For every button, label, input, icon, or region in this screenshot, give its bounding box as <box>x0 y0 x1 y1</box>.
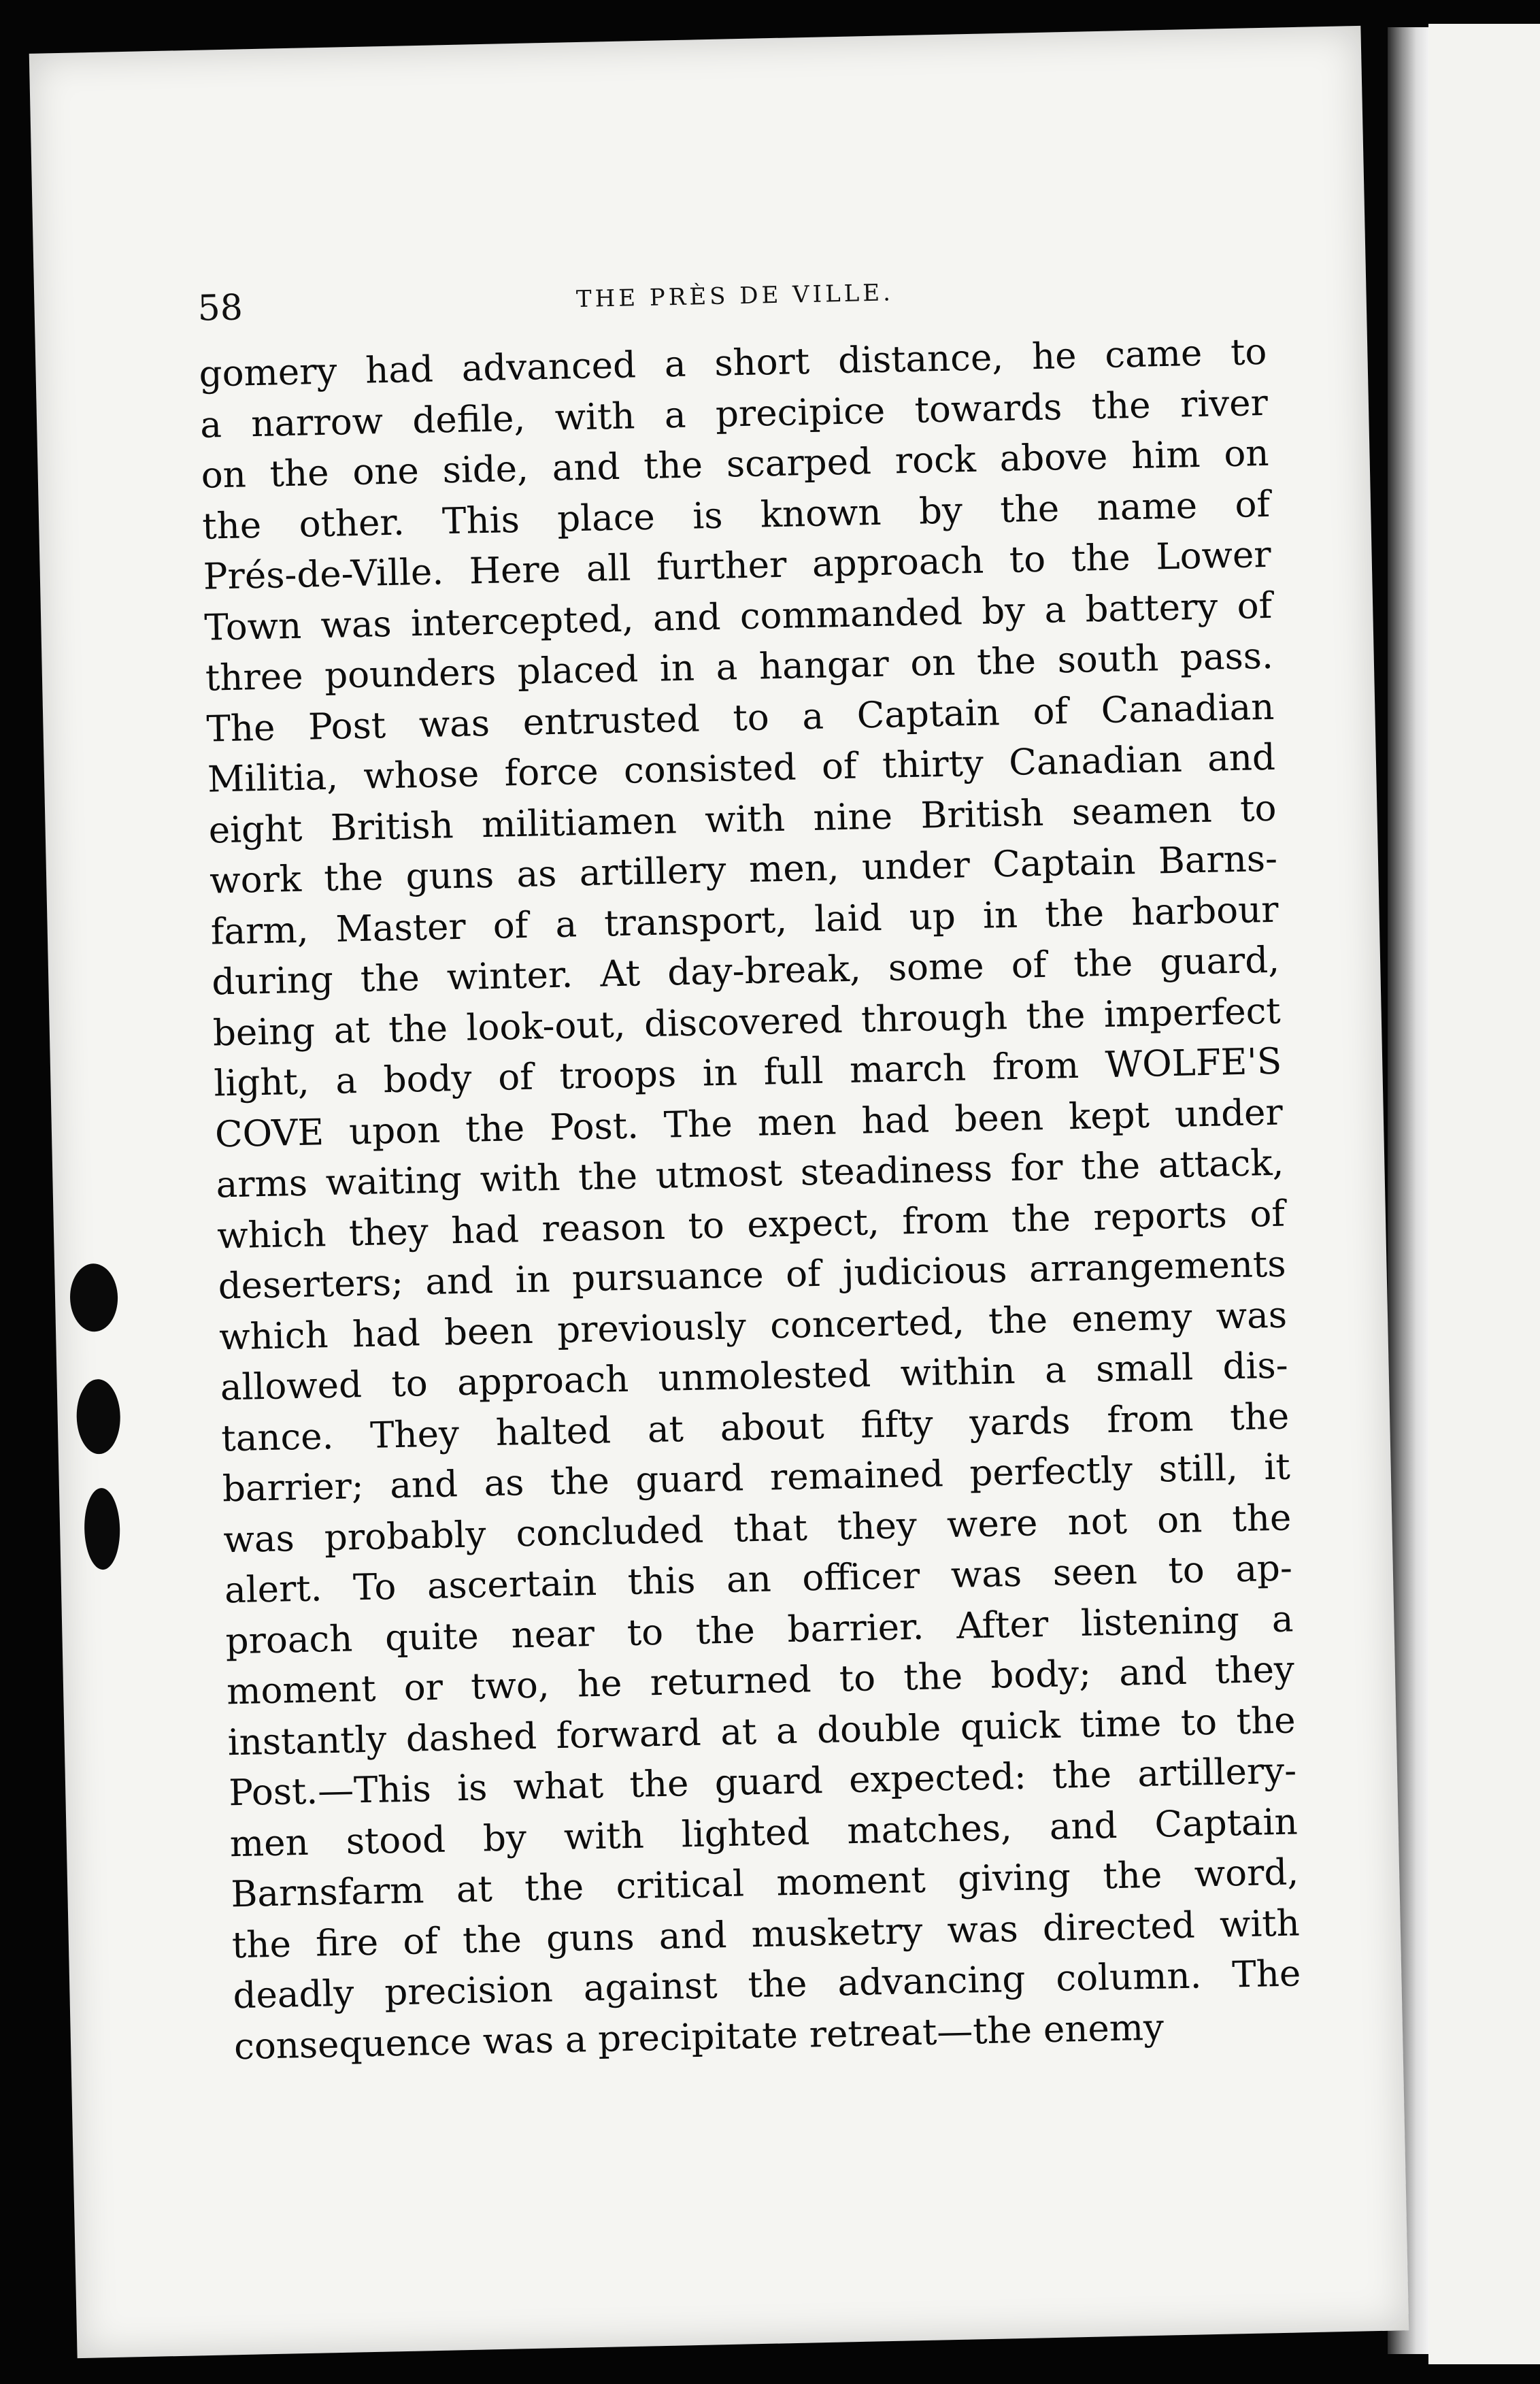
text-line: Prés-de-Ville. Here all further approach to the Lower <box>203 533 1272 598</box>
text-line: during the winter. At day-break, some of the guard, <box>211 939 1280 1004</box>
book-page <box>29 26 1409 2358</box>
text-line: allowed to approach unmolested within a small dis- <box>220 1344 1289 1409</box>
text-line: proach quite near to the barrier. After listening a <box>225 1597 1294 1662</box>
text-line: instantly dashed forward at a double quick time to the <box>227 1699 1296 1764</box>
text-line: the fire of the guns and musketry was directed with <box>231 1902 1301 1966</box>
text-line: Town was intercepted, and commanded by a battery of <box>203 584 1273 649</box>
text-line: was probably concluded that they were not on the <box>222 1496 1292 1561</box>
text-line: a narrow defile, with a precipice towards the river <box>199 382 1269 446</box>
text-line: arms waiting with the utmost steadiness for the attack, <box>215 1142 1284 1206</box>
text-line: deserters; and in pursuance of judicious arrangements <box>218 1243 1287 1308</box>
ink-smudge <box>69 1263 118 1332</box>
ink-smudge <box>76 1379 121 1455</box>
text-line: alert. To ascertain this an officer was seen to ap- <box>224 1547 1293 1612</box>
text-line: work the guns as artillery men, under Captain Barns- <box>209 838 1278 902</box>
page-header <box>197 266 1273 329</box>
text-line: moment or two, he returned to the body; and they <box>226 1649 1295 1713</box>
text-line: three pounders placed in a hangar on the south pass. <box>205 635 1274 699</box>
text-line: deadly precision against the advancing column. The <box>232 1953 1301 2017</box>
body-text <box>199 327 1303 2072</box>
text-line: Post.—This is what the guard expected: the artillery- <box>228 1750 1297 1815</box>
text-line: Militia, whose force consisted of thirty Canadian and <box>207 736 1276 801</box>
text-line: COVE upon the Post. The men had been kept under <box>214 1091 1284 1155</box>
text-line: the other. This place is known by the name of <box>201 483 1271 548</box>
text-line: Barnsfarm at the critical moment giving the word, <box>230 1851 1299 1916</box>
text-line: gomery had advanced a short distance, he came to <box>199 331 1267 395</box>
facing-page <box>1428 24 1540 2364</box>
text-line: consequence was a precipitate retreat—the enemy <box>233 2006 1165 2068</box>
text-line: light, a body of troops in full march from WOLFE'S <box>213 1040 1282 1105</box>
text-line: which had been previously concerted, the enemy was <box>218 1294 1288 1358</box>
text-line: being at the look-out, discovered through the imperfect <box>212 990 1282 1055</box>
text-line: The Post was entrusted to a Captain of Canadian <box>205 686 1275 750</box>
text-line: tance. They halted at about fifty yards from the <box>220 1395 1290 1459</box>
text-line: farm, Master of a transport, laid up in the harbour <box>210 889 1279 953</box>
text-line: men stood by with lighted matches, and Captain <box>229 1800 1299 1865</box>
text-line: on the one side, and the scarped rock above him on <box>201 432 1270 497</box>
ink-smudge <box>84 1488 121 1570</box>
page-number: 58 <box>197 287 244 329</box>
running-head: THE PRÈS DE VILLE. <box>575 279 894 314</box>
text-line: which they had reason to expect, from the reports of <box>216 1193 1286 1257</box>
text-line: eight British militiamen with nine British seamen to <box>208 787 1277 852</box>
text-line: barrier; and as the guard remained perfectly still, it <box>222 1446 1291 1510</box>
